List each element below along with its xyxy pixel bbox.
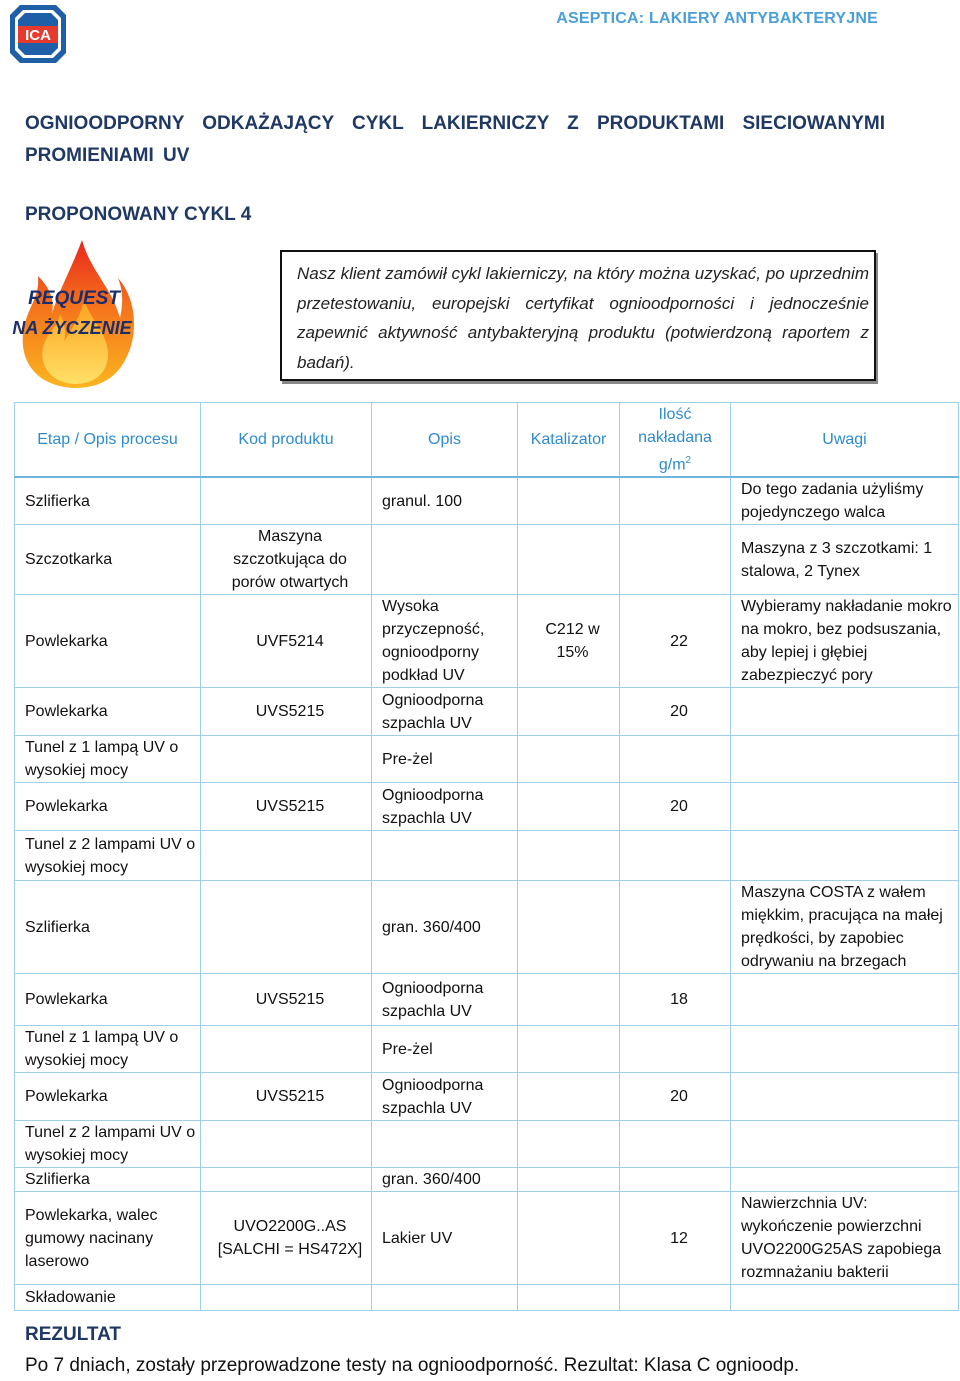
code-cell <box>201 881 372 974</box>
amount-cell <box>620 1026 731 1073</box>
description-cell: gran. 360/400 <box>372 881 518 974</box>
header-stage: Etap / Opis procesu <box>15 403 201 478</box>
table-row <box>15 477 959 525</box>
logo-text: ICA <box>25 27 51 44</box>
table-row <box>15 736 959 783</box>
catalyst-cell <box>518 1168 620 1192</box>
code-cell: UVS5215 <box>201 783 372 831</box>
amount-cell <box>620 477 731 525</box>
code-cell <box>201 1121 372 1168</box>
description-cell: Lakier UV <box>372 1192 518 1285</box>
table-row <box>15 1121 959 1168</box>
notes-cell: Maszyna z 3 szczotkami: 1 stalowa, 2 Tynex <box>731 525 959 595</box>
stage-cell: Tunel z 1 lampą UV o wysokiej mocy <box>15 736 201 783</box>
catalyst-cell <box>518 831 620 881</box>
stage-cell: Szlifierka <box>15 477 201 525</box>
catalyst-cell <box>518 881 620 974</box>
amount-cell <box>620 831 731 881</box>
table-row <box>15 688 959 736</box>
notes-cell <box>731 1026 959 1073</box>
header-notes: Uwagi <box>731 403 959 478</box>
stage-cell: Szlifierka <box>15 1168 201 1192</box>
code-cell: UVO2200G..AS [SALCHI = HS472X] <box>201 1192 372 1285</box>
catalyst-cell <box>518 1026 620 1073</box>
document-header-title: ASEPTICA: LAKIERY ANTYBAKTERYJNE <box>556 10 878 27</box>
results-title: REZULTAT <box>25 1324 122 1345</box>
stage-cell: Szczotkarka <box>15 525 201 595</box>
description-cell: granul. 100 <box>372 477 518 525</box>
code-cell <box>201 1026 372 1073</box>
amount-cell: 20 <box>620 783 731 831</box>
description-cell: gran. 360/400 <box>372 1168 518 1192</box>
description-cell <box>372 525 518 595</box>
amount-cell: 18 <box>620 974 731 1026</box>
code-cell: UVS5215 <box>201 688 372 736</box>
amount-cell <box>620 1285 731 1311</box>
document-title: OGNIOODPORNY ODKAŻAJĄCY CYKL LAKIERNICZY Z PRODUKTAMI SIECIOWANYMI PROMIENIAMI UV <box>25 113 885 166</box>
badge-request-text: REQUEST <box>28 288 120 309</box>
catalyst-cell <box>518 974 620 1026</box>
stage-cell: Tunel z 1 lampą UV o wysokiej mocy <box>15 1026 201 1073</box>
table-row <box>15 525 959 595</box>
amount-cell: 12 <box>620 1192 731 1285</box>
table-row <box>15 974 959 1026</box>
stage-cell: Powlekarka <box>15 783 201 831</box>
stage-cell: Powlekarka <box>15 595 201 688</box>
stage-cell: Szlifierka <box>15 881 201 974</box>
code-cell <box>201 831 372 881</box>
amount-cell: 20 <box>620 1073 731 1121</box>
code-cell <box>201 477 372 525</box>
catalyst-cell <box>518 736 620 783</box>
notes-cell: Wybieramy nakładanie mokro na mokro, bez podsuszania, aby lepiej i głębiej zabezpieczyć pory <box>731 595 959 688</box>
table-row <box>15 881 959 974</box>
stage-cell: Tunel z 2 lampami UV o wysokiej mocy <box>15 1121 201 1168</box>
catalyst-cell <box>518 688 620 736</box>
cycle-table <box>14 402 959 1311</box>
description-cell: Pre-żel <box>372 1026 518 1073</box>
notes-cell <box>731 831 959 881</box>
catalyst-cell <box>518 477 620 525</box>
code-cell <box>201 736 372 783</box>
notes-cell <box>731 974 959 1026</box>
stage-cell: Powlekarka, walec gumowy nacinany laserowo <box>15 1192 201 1285</box>
table-row <box>15 1192 959 1285</box>
code-cell: Maszyna szczotkująca do porów otwartych <box>201 525 372 595</box>
code-cell <box>201 1168 372 1192</box>
code-cell: UVS5215 <box>201 1073 372 1121</box>
catalyst-cell <box>518 1192 620 1285</box>
catalyst-cell <box>518 1285 620 1311</box>
badge-na-zyczenie-text: NA ŻYCZENIE <box>12 318 132 338</box>
catalyst-cell <box>518 1121 620 1168</box>
stage-cell: Tunel z 2 lampami UV o wysokiej mocy <box>15 831 201 881</box>
notes-cell: Nawierzchnia UV: wykończenie powierzchni UVO2200G25AS zapobiega rozmnażaniu bakterii <box>731 1192 959 1285</box>
header-amount-sup: 2 <box>685 455 692 466</box>
stage-cell: Powlekarka <box>15 688 201 736</box>
notes-cell <box>731 736 959 783</box>
notes-cell <box>731 1073 959 1121</box>
description-cell <box>372 1121 518 1168</box>
stage-cell: Powlekarka <box>15 1073 201 1121</box>
header-amount <box>620 403 731 478</box>
flame-icon <box>8 236 140 392</box>
amount-cell <box>620 525 731 595</box>
stage-cell: Składowanie <box>15 1285 201 1311</box>
amount-cell: 20 <box>620 688 731 736</box>
amount-cell: 22 <box>620 595 731 688</box>
notes-cell <box>731 1285 959 1311</box>
table-row <box>15 595 959 688</box>
table-row <box>15 783 959 831</box>
table-row <box>15 1168 959 1192</box>
description-cell: Ognioodporna szpachla UV <box>372 783 518 831</box>
table-row <box>15 831 959 881</box>
amount-cell <box>620 1168 731 1192</box>
notes-cell <box>731 1121 959 1168</box>
table-row <box>15 1026 959 1073</box>
table-row <box>15 1073 959 1121</box>
cycle-title: PROPONOWANY CYKL 4 <box>25 204 252 225</box>
description-cell: Ognioodporna szpachla UV <box>372 974 518 1026</box>
code-cell: UVF5214 <box>201 595 372 688</box>
notes-cell: Maszyna COSTA z wałem miękkim, pracująca na małej prędkości, by zapobiec odrywaniu na brzegach <box>731 881 959 974</box>
results-text: Po 7 dniach, zostały przeprowadzone testy na ognioodporność. Rezultat: Klasa C ognioodp. <box>25 1355 800 1376</box>
header-amount-label: Ilość nakładana <box>638 406 712 446</box>
catalyst-cell <box>518 783 620 831</box>
catalyst-cell <box>518 525 620 595</box>
notes-cell <box>731 1168 959 1192</box>
description-cell: Pre-żel <box>372 736 518 783</box>
ica-logo-icon <box>8 2 68 66</box>
description-cell <box>372 1285 518 1311</box>
notes-cell <box>731 783 959 831</box>
header-catalyst: Katalizator <box>518 403 620 478</box>
stage-cell: Powlekarka <box>15 974 201 1026</box>
header-amount-unit: g/m <box>658 456 686 474</box>
notes-cell: Do tego zadania użyliśmy pojedynczego walca <box>731 477 959 525</box>
description-cell: Wysoka przyczepność, ognioodporny podkład UV <box>372 595 518 688</box>
table-row <box>15 1285 959 1311</box>
intro-box: Nasz klient zamówił cykl lakierniczy, na który można uzyskać, po uprzednim przetestowaniu, europejski certyfikat ognioodporności i jednocześnie zapewnić aktywność antybakteryjną produktu (potwierdzoną raportem z badań). <box>280 250 876 381</box>
header-code: Kod produktu <box>201 403 372 478</box>
header-description: Opis <box>372 403 518 478</box>
amount-cell <box>620 736 731 783</box>
amount-cell <box>620 881 731 974</box>
code-cell: UVS5215 <box>201 974 372 1026</box>
description-cell: Ognioodporna szpachla UV <box>372 688 518 736</box>
catalyst-cell: C212 w 15% <box>518 595 620 688</box>
description-cell: Ognioodporna szpachla UV <box>372 1073 518 1121</box>
notes-cell <box>731 688 959 736</box>
amount-cell <box>620 1121 731 1168</box>
code-cell <box>201 1285 372 1311</box>
description-cell <box>372 831 518 881</box>
catalyst-cell <box>518 1073 620 1121</box>
